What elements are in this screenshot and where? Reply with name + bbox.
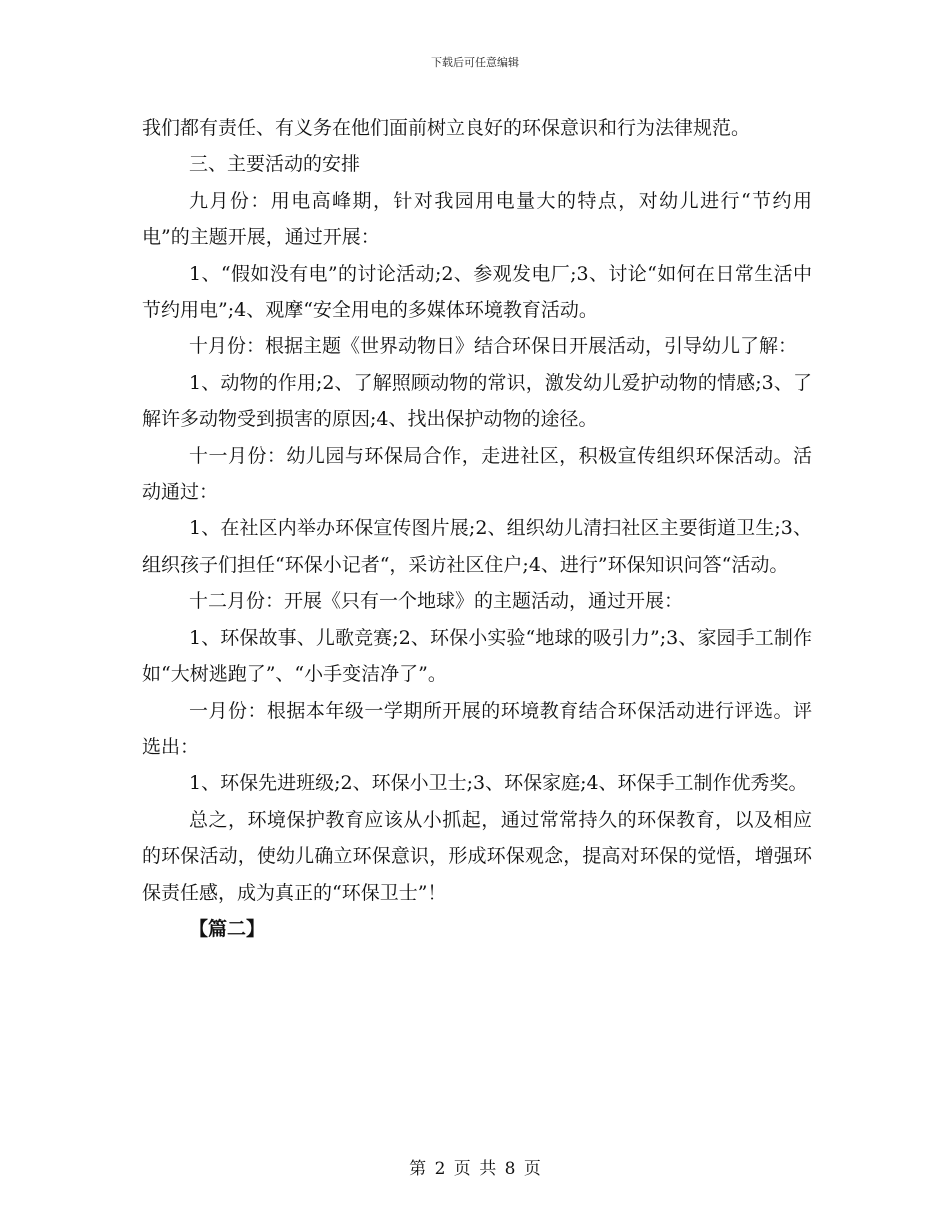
document-body xyxy=(142,110,812,947)
paragraph: 十二月份：开展《只有一个地球》的主题活动，通过开展： xyxy=(189,590,684,613)
paragraph: 1、环保先进班级;2、环保小卫士;3、环保家庭;4、环保手工制作优秀奖。 xyxy=(189,772,808,795)
paragraph: 1、在社区内举办环保宣传图片展;2、组织幼儿清扫社区主要街道卫生;3、组织孩子们担任“环保小记者“，采访社区住户;4、进行”环保知识问答“活动。 xyxy=(142,517,812,576)
paragraph: 十月份：根据主题《世界动物日》结合环保日开展活动，引导幼儿了解： xyxy=(189,335,798,358)
page-header-note: 下载后可任意编辑 xyxy=(431,56,519,69)
paragraph: 1、动物的作用;2、了解照顾动物的常识，激发幼儿爱护动物的情感;3、了解许多动物受到损害的原因;4、找出保护动物的途径。 xyxy=(142,371,812,431)
paragraph: 总之，环境保护教育应该从小抓起，通过常常持久的环保教育，以及相应的环保活动，使幼儿确立环保意识，形成环保观念，提高对环保的觉悟，增强环保责任感，成为真正的“环保卫士”！ xyxy=(142,808,812,904)
paragraph: 九月份：用电高峰期，针对我园用电量大的特点，对幼儿进行“节约用电”的主题开展，通过开展： xyxy=(142,189,812,249)
page-number: 第 2 页 共 8 页 xyxy=(409,1159,541,1179)
paragraph: 十一月份：幼儿园与环保局合作，走进社区，积极宣传组织环保活动。活动通过： xyxy=(142,444,812,504)
paragraph: 1、“假如没有电”的讨论活动;2、参观发电厂;3、讨论“如何在日常生活中节约用电”;4、观摩“安全用电的多媒体环境教育活动。 xyxy=(142,262,812,322)
paragraph: 我们都有责任、有义务在他们面前树立良好的环保意识和行为法律规范。 xyxy=(142,117,751,139)
section-heading: 三、主要活动的安排 xyxy=(189,153,361,176)
paragraph: 1、环保故事、儿歌竞赛;2、环保小实验“地球的吸引力”;3、家园手工制作如“大树逃跑了”、“小手变洁净了”。 xyxy=(142,626,812,686)
section-title: 【篇二】 xyxy=(189,917,266,940)
paragraph: 一月份：根据本年级一学期所开展的环境教育结合环保活动进行评选。评选出： xyxy=(142,699,812,758)
